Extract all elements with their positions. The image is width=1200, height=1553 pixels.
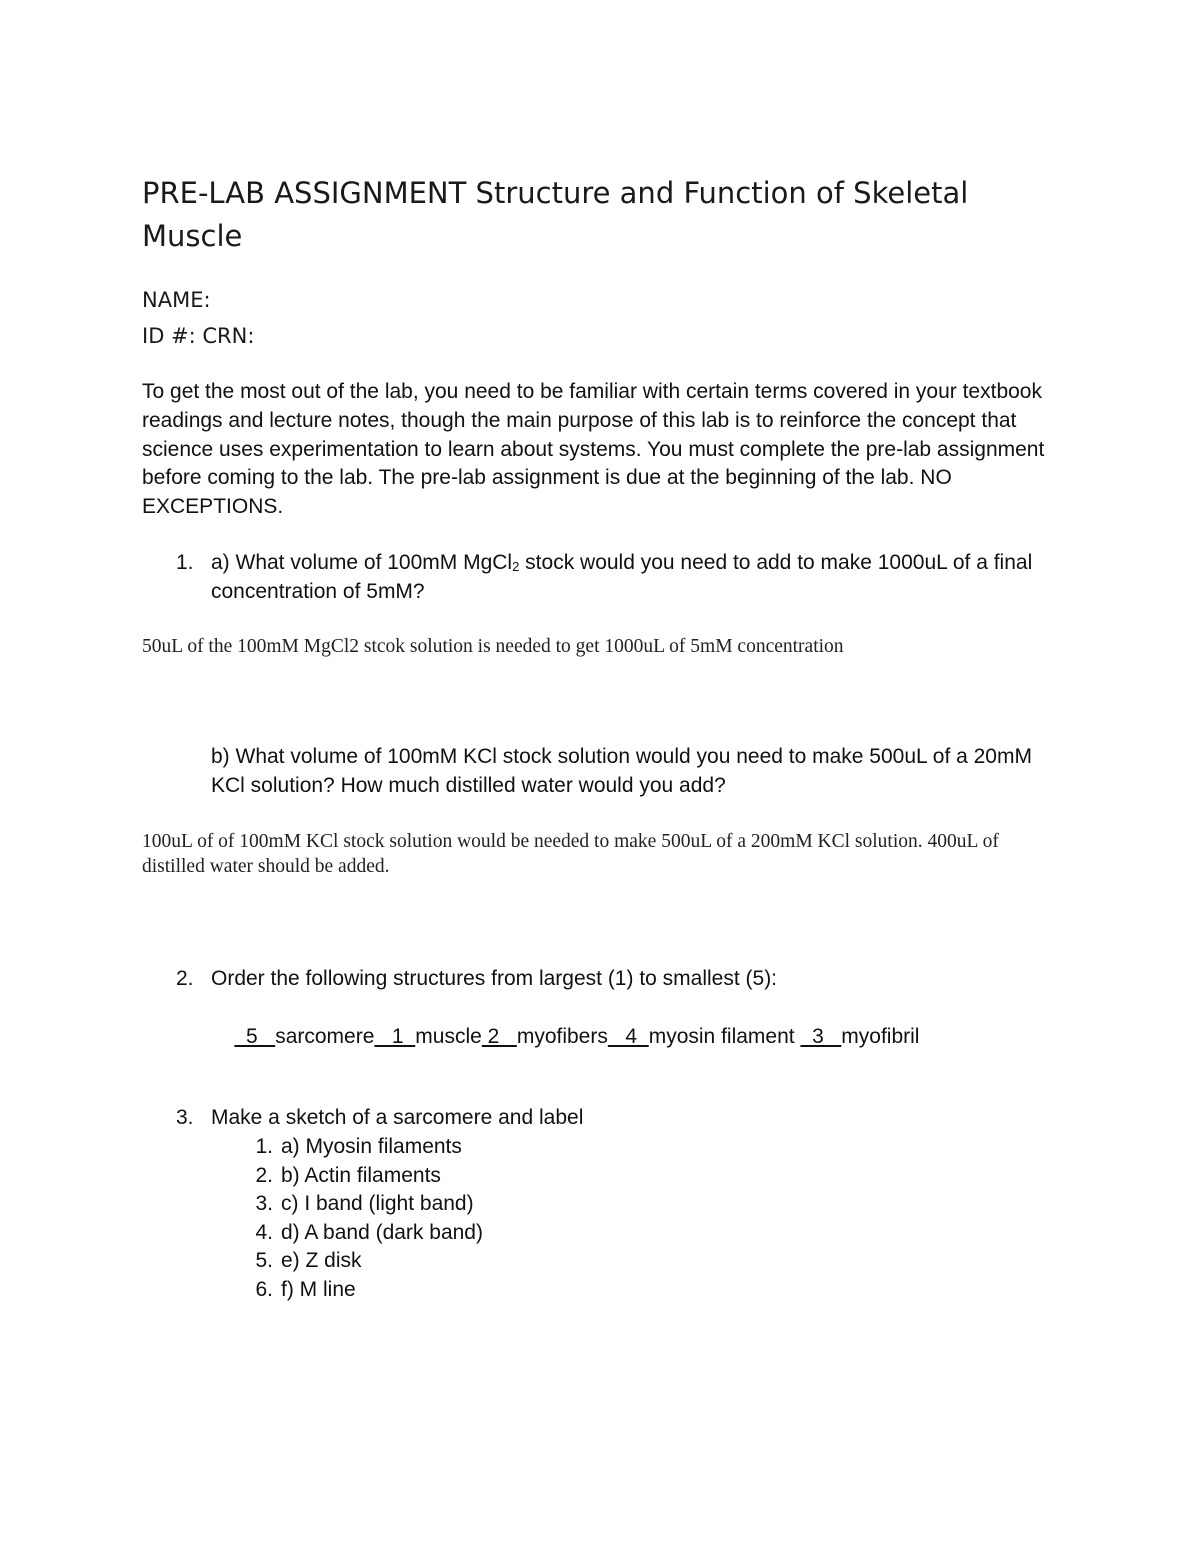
label-sarcomere: sarcomere [275, 1024, 375, 1048]
list-item [238, 1190, 483, 1219]
label-muscle: muscle [415, 1024, 482, 1048]
list-item-label: f) M line [281, 1277, 356, 1301]
question-3-number: 3. [176, 1106, 194, 1129]
question-3-text: Make a sketch of a sarcomere and label [211, 1106, 584, 1129]
page-title: PRE-LAB ASSIGNMENT Structure and Function of Skeletal Muscle [142, 176, 969, 253]
question-1a-text-after: stock would you need to add to make 1000uL of a final concentration of 5mM? [211, 551, 1033, 603]
list-item-number: 5. [255, 1249, 273, 1272]
list-item-label: c) I band (light band) [281, 1192, 474, 1215]
question-2-text: Order the following structures from largest (1) to smallest (5): [211, 967, 778, 990]
question-1a-subscript: 2 [512, 559, 520, 574]
question-1a-text-before: a) What volume of 100mM MgCl [211, 551, 513, 574]
blank-sarcomere: 5 [234, 1024, 276, 1048]
list-item-number: 2. [255, 1163, 273, 1187]
name-field-label: NAME: [142, 288, 211, 312]
id-crn-field-label: ID #: CRN: [142, 324, 255, 348]
label-myosin-filament: myosin filament [648, 1024, 801, 1048]
blank-myofibers: 2 [481, 1024, 517, 1048]
list-item-label: d) A band (dark band) [281, 1220, 483, 1244]
question-2-number: 2. [176, 967, 194, 990]
question-1a-answer: 50uL of the 100mM MgCl2 stcok solution is needed to get 1000uL of 5mM concentration [142, 636, 844, 657]
list-item [238, 1276, 483, 1305]
blank-muscle: 1 [374, 1024, 416, 1048]
list-item [238, 1247, 483, 1276]
blank-myosin-filament: 4 [607, 1024, 649, 1048]
label-myofibers: myofibers [516, 1024, 608, 1048]
question-1-number: 1. [176, 551, 194, 574]
list-item-label: b) Actin filaments [281, 1163, 441, 1187]
list-item-number: 1. [255, 1135, 273, 1158]
list-item-number: 6. [255, 1277, 273, 1301]
question-1b-text: b) What volume of 100mM KCl stock solution would you need to make 500uL of a 20mM KCl solution? How much distilled water would you add? [211, 745, 1032, 797]
label-myofibril: myofibril [841, 1024, 920, 1048]
list-item [238, 1219, 483, 1248]
list-item-number: 4. [255, 1220, 273, 1244]
intro-paragraph: To get the most out of the lab, you need to be familiar with certain terms covered in your textbook readings and lecture notes, though the main purpose of this lab is to reinforce the concept that science uses experimentation to learn about systems. You must complete the pre-lab assignment before coming to the lab. The pre-lab assignment is due at the beginning of the lab. NO EXCEPTIONS. [142, 380, 1045, 519]
blank-myofibril: 3 [800, 1024, 842, 1048]
list-item [238, 1162, 483, 1191]
question-3-label-list [238, 1133, 483, 1304]
list-item-label: a) Myosin filaments [281, 1135, 462, 1158]
question-1b-answer: 100uL of of 100mM KCl stock solution would be needed to make 500uL of a 200mM KCl solution. 400uL of distilled water should be added. [142, 831, 999, 877]
question-2-ordering-line [211, 994, 1071, 1080]
question-1a-text [211, 549, 1071, 607]
list-item-label: e) Z disk [281, 1249, 362, 1272]
list-item [238, 1133, 483, 1162]
list-item-number: 3. [255, 1192, 273, 1215]
